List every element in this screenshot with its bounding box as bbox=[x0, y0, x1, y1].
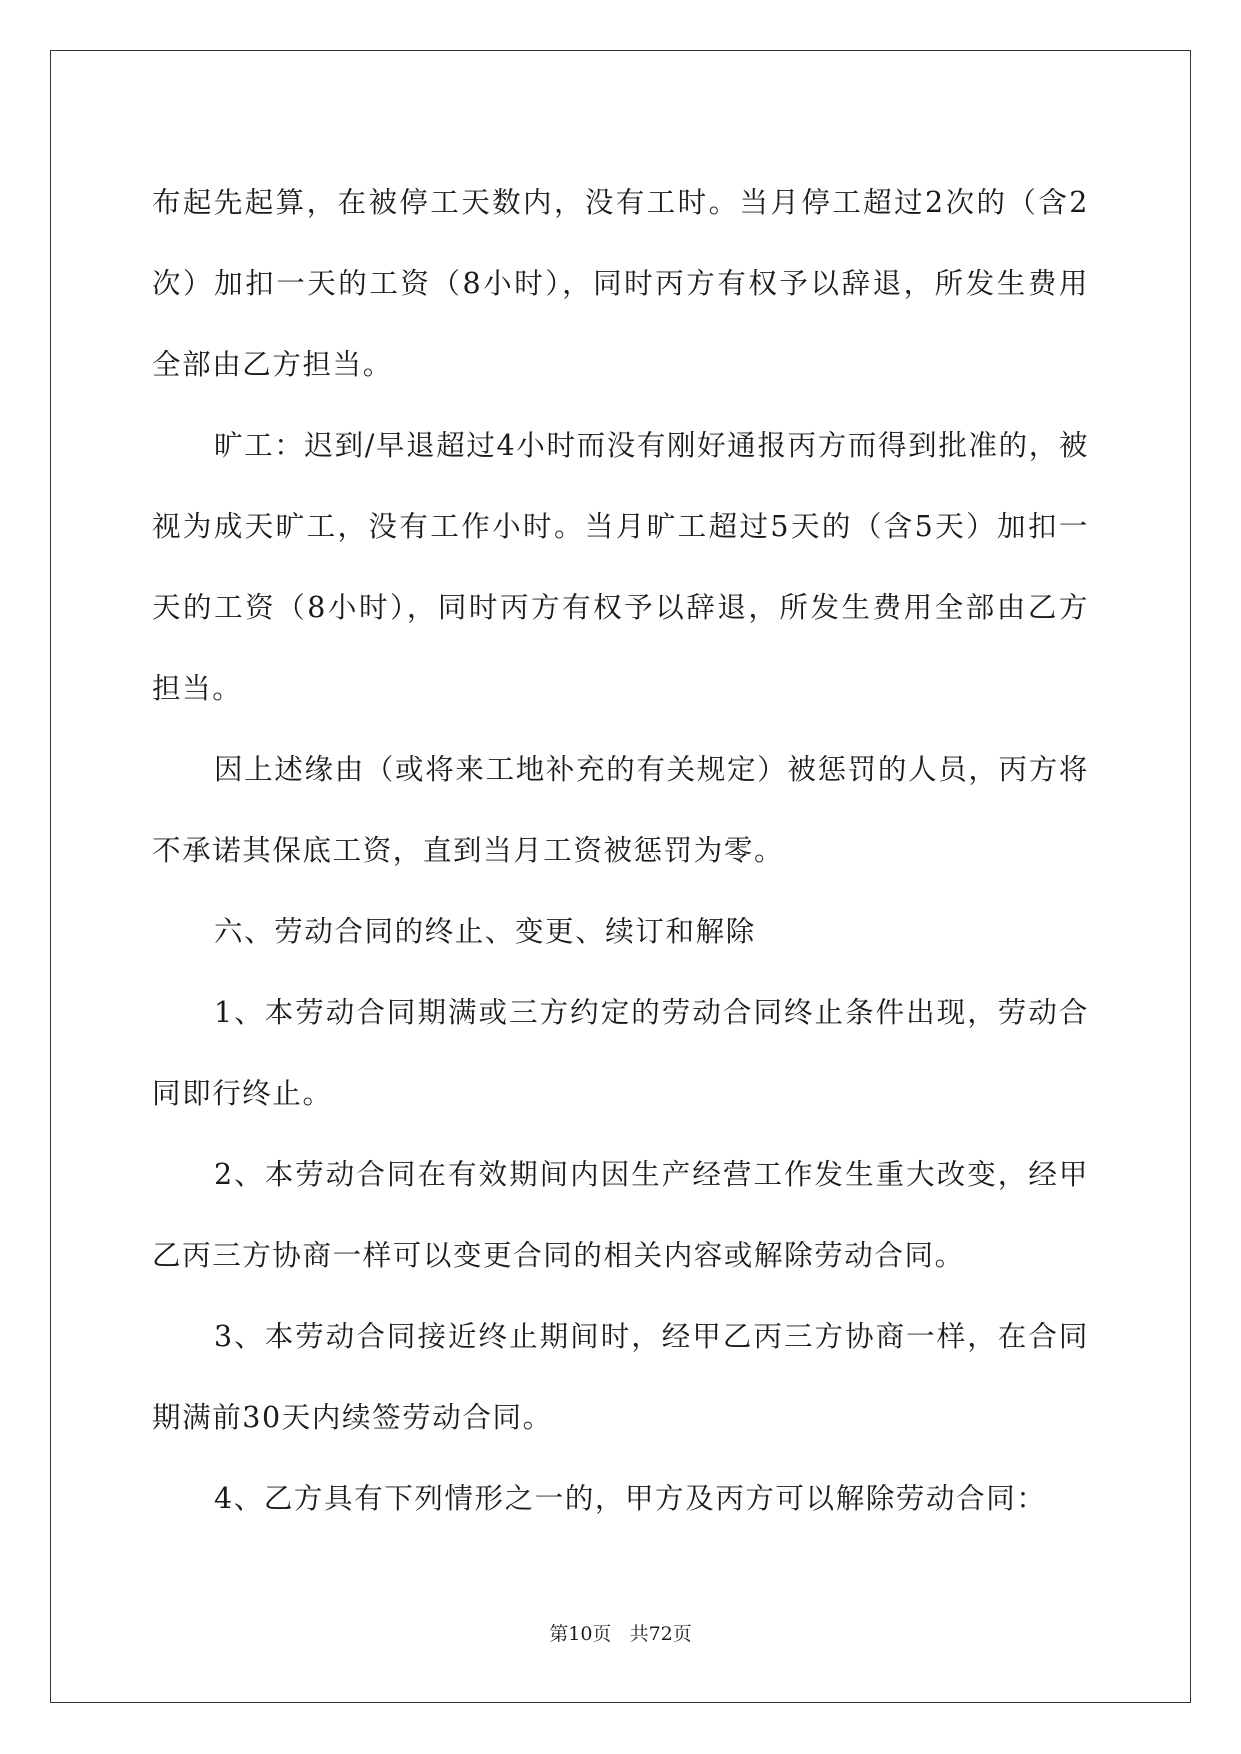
paragraph: 1、本劳动合同期满或三方约定的劳动合同终止条件出现，劳动合同即行终止。 bbox=[152, 996, 1089, 1110]
document-body bbox=[152, 162, 1089, 1539]
paragraph: 2、本劳动合同在有效期间内因生产经营工作发生重大改变，经甲乙丙三方协商一样可以变更合同的相关内容或解除劳动合同。 bbox=[152, 1158, 1089, 1272]
section-heading: 六、劳动合同的终止、变更、续订和解除 bbox=[214, 915, 756, 948]
page-total: 共72页 bbox=[629, 1623, 692, 1645]
footer-separator bbox=[611, 1623, 629, 1645]
paragraph: 3、本劳动合同接近终止期间时，经甲乙丙三方协商一样，在合同期满前30天内续签劳动合同。 bbox=[152, 1320, 1089, 1434]
page-number: 第10页 bbox=[549, 1623, 612, 1645]
page-footer bbox=[0, 1622, 1241, 1646]
paragraph: 旷工：迟到/早退超过4小时而没有刚好通报丙方而得到批准的，被视为成天旷工，没有工作小时。当月旷工超过5天的（含5天）加扣一天的工资（8小时），同时丙方有权予以辞退，所发生费用全部由乙方担当。 bbox=[152, 429, 1089, 705]
paragraph: 4、乙方具有下列情形之一的，甲方及丙方可以解除劳动合同： bbox=[214, 1482, 1047, 1515]
paragraph: 布起先起算，在被停工天数内，没有工时。当月停工超过2次的（含2次）加扣一天的工资（8小时），同时丙方有权予以辞退，所发生费用全部由乙方担当。 bbox=[152, 186, 1089, 381]
paragraph: 因上述缘由（或将来工地补充的有关规定）被惩罚的人员，丙方将不承诺其保底工资，直到当月工资被惩罚为零。 bbox=[152, 753, 1089, 867]
